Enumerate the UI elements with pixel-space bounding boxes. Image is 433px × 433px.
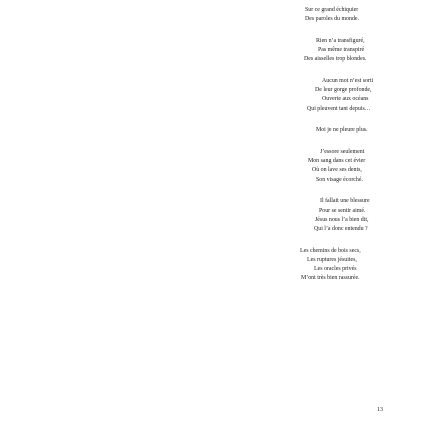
verse-line: Qui pleuvent tant depuis…	[307, 105, 371, 112]
verse-line: Sur ce grand échiquier	[305, 7, 359, 13]
verse-line: De leur gorge profonde,	[315, 87, 372, 94]
poem	[0, 6, 433, 296]
verse-line: Il fallait une blessure	[320, 198, 370, 205]
stanza-6	[0, 197, 433, 234]
verse-line: Son visage écorché.	[316, 176, 363, 183]
verse-line: Où on lave ses dents,	[312, 167, 362, 174]
verse-line: Pour se sentir aimé.	[319, 207, 366, 214]
stanza-2	[0, 37, 433, 65]
verse-line: Les ruptures jésuites,	[307, 256, 357, 263]
stanza-4	[0, 126, 433, 135]
page-number: 13	[377, 407, 383, 413]
verse-line: Ouverte aux océans	[322, 96, 369, 103]
stanza-1	[0, 6, 433, 24]
verse-line: Pas même transpiré	[318, 47, 365, 54]
stanza-7	[0, 247, 433, 284]
verse-line: M’ont très bien rassurée.	[301, 275, 360, 282]
verse-line: Moi je ne pleure plus.	[316, 127, 368, 134]
verse-line: Mon sang dans cet évier	[308, 158, 366, 165]
stanza-3	[0, 77, 433, 114]
verse-line: Qui l’a donc entendu ?	[314, 225, 368, 232]
verse-line: Des paroles du monde.	[305, 16, 359, 23]
verse-line: Des aisselles trop blondes.	[304, 56, 367, 63]
verse-line: Rien n’a transfiguré,	[316, 37, 365, 44]
stanza-5	[0, 148, 433, 185]
verse-line: Les oracles privés	[314, 266, 357, 273]
verse-line: Aucun mot n’est sorti	[322, 78, 374, 85]
verse-line: Jésus nous l’a bien dit,	[315, 216, 369, 223]
verse-line: Les chemins de bois secs,	[300, 247, 361, 254]
verse-line: J’essore seulement	[320, 149, 365, 156]
